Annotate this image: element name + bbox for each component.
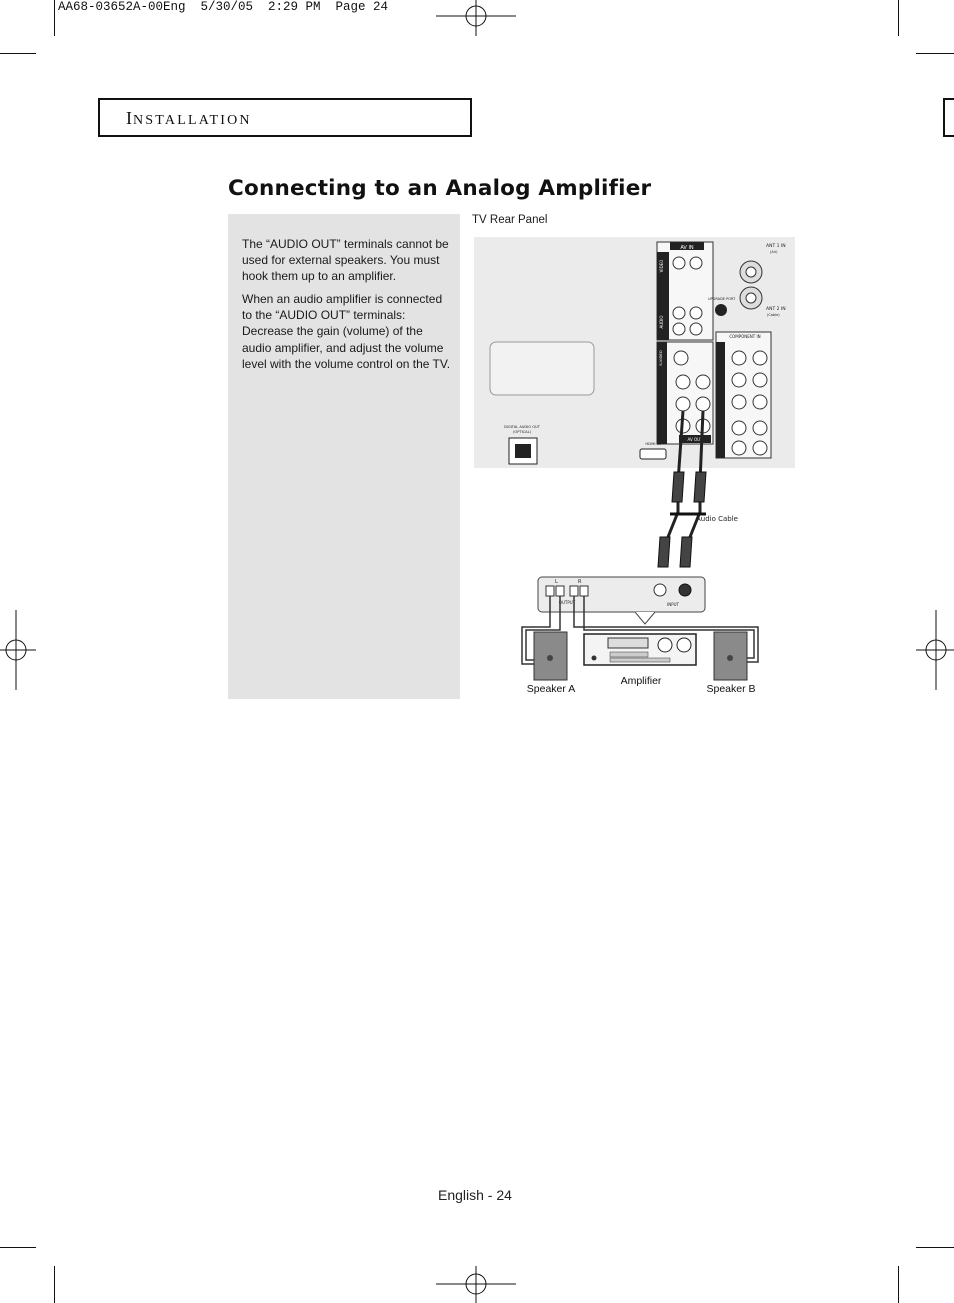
input-label: INPUT bbox=[667, 602, 679, 607]
cable-plug-right-bottom bbox=[680, 537, 692, 567]
av-jack bbox=[696, 375, 710, 389]
speaker-b-cone bbox=[727, 655, 733, 661]
note-panel bbox=[228, 214, 460, 699]
figure-caption: TV Rear Panel bbox=[472, 214, 548, 226]
upgrade-port-label: UPGRADE PORT bbox=[708, 297, 736, 301]
svideo-label: S-VIDEO bbox=[658, 350, 663, 366]
optical-port-core bbox=[515, 444, 531, 458]
amplifier-button-row bbox=[610, 658, 670, 662]
av-in-jack bbox=[673, 257, 685, 269]
digital-audio-sub-label: (OPTICAL) bbox=[512, 430, 532, 434]
digital-audio-label: DIGITAL AUDIO OUT bbox=[504, 425, 540, 429]
crop-mark bbox=[0, 1247, 36, 1248]
callout-pointer bbox=[635, 612, 655, 624]
av-in-jack bbox=[690, 307, 702, 319]
av-in-jack bbox=[690, 323, 702, 335]
amplifier-button-row bbox=[610, 652, 648, 657]
note-paragraph-2: When an audio amplifier is connected to the “AUDIO OUT” terminals: Decrease the gain (volume) of the audio amplifier, and adjust the volume level with the volume control on the TV. bbox=[242, 292, 451, 371]
component-jack bbox=[753, 351, 767, 365]
speaker-a-label: Speaker A bbox=[526, 683, 576, 695]
component-jack bbox=[753, 421, 767, 435]
amplifier-display bbox=[608, 638, 648, 648]
crop-mark bbox=[898, 0, 899, 36]
speaker-terminal bbox=[570, 586, 578, 596]
page-number: English - 24 bbox=[438, 1187, 512, 1203]
upgrade-port bbox=[715, 304, 727, 316]
av-in-jack bbox=[673, 307, 685, 319]
registration-mark-right bbox=[916, 610, 954, 690]
speaker-terminal bbox=[580, 586, 588, 596]
speaker-terminal bbox=[556, 586, 564, 596]
cable-plug-left bbox=[672, 472, 684, 502]
av-in-jack bbox=[673, 323, 685, 335]
amplifier-knob bbox=[677, 638, 691, 652]
output-label: OUTPUT bbox=[558, 600, 576, 605]
amplifier-knob bbox=[658, 638, 672, 652]
component-jack bbox=[753, 441, 767, 455]
component-in-label: COMPONENT IN bbox=[729, 334, 761, 339]
ant2-connector-core bbox=[746, 293, 756, 303]
output-right-label: R bbox=[578, 579, 582, 585]
hdmi-port bbox=[640, 449, 666, 459]
ant1-sub-label: (Air) bbox=[770, 250, 778, 254]
crop-mark bbox=[0, 53, 36, 54]
component-jack bbox=[732, 441, 746, 455]
hdmi-label: HDMI IN bbox=[645, 441, 661, 446]
section-label bbox=[126, 108, 252, 129]
chapter-tab-mark bbox=[943, 98, 954, 137]
av-out-label: AV OUT bbox=[687, 437, 703, 442]
component-side-strip bbox=[716, 342, 725, 458]
component-jack bbox=[732, 395, 746, 409]
print-slug: AA68-03652A-00Eng 5/30/05 2:29 PM Page 24 bbox=[58, 0, 389, 14]
note-paragraph-1: The “AUDIO OUT” terminals cannot be used for external speakers. You must hook them up to an amplifier. bbox=[242, 237, 449, 284]
component-jack bbox=[753, 395, 767, 409]
registration-mark-bottom bbox=[436, 1266, 516, 1303]
speaker-a-cone bbox=[547, 655, 553, 661]
crop-mark bbox=[916, 1247, 954, 1248]
registration-mark-top bbox=[436, 0, 516, 36]
ant2-sub-label: (Cable) bbox=[767, 313, 780, 317]
panel-recess bbox=[490, 342, 594, 395]
crop-mark bbox=[916, 53, 954, 54]
svideo-jack bbox=[674, 351, 688, 365]
component-jack bbox=[732, 351, 746, 365]
crop-mark bbox=[898, 1266, 899, 1303]
component-jack bbox=[732, 421, 746, 435]
ant1-label: ANT 1 IN bbox=[766, 244, 786, 249]
connection-diagram bbox=[470, 232, 800, 702]
registration-mark-left bbox=[0, 610, 36, 690]
amplifier-power-button bbox=[592, 656, 597, 661]
av-jack bbox=[676, 375, 690, 389]
crop-mark bbox=[54, 1266, 55, 1303]
cable-plug-right bbox=[694, 472, 706, 502]
av-in-jack bbox=[690, 257, 702, 269]
av-in-audio-label: AUDIO bbox=[659, 315, 664, 329]
audio-cable-label: Audio Cable bbox=[696, 515, 738, 523]
ant2-label: ANT 2 IN bbox=[766, 307, 786, 312]
amplifier-input-jack-right bbox=[679, 584, 691, 596]
ant1-connector-core bbox=[746, 267, 756, 277]
speaker-b-label: Speaker B bbox=[706, 683, 756, 695]
av-in-label: AV IN bbox=[680, 245, 694, 251]
audio-out-jack-left bbox=[676, 397, 690, 411]
section-label-initial: I bbox=[126, 108, 133, 128]
av-in-video-label: VIDEO bbox=[659, 259, 664, 273]
output-left-label: L bbox=[555, 579, 558, 585]
page-title: Connecting to an Analog Amplifier bbox=[228, 176, 652, 201]
component-jack bbox=[753, 373, 767, 387]
section-label-rest: NSTALLATION bbox=[133, 113, 252, 128]
speaker-terminal bbox=[546, 586, 554, 596]
amplifier-input-jack-left bbox=[654, 584, 666, 596]
crop-mark bbox=[54, 0, 55, 36]
amplifier-label: Amplifier bbox=[620, 675, 662, 687]
cable-plug-left-bottom bbox=[658, 537, 670, 567]
component-jack bbox=[732, 373, 746, 387]
audio-out-jack-right bbox=[696, 397, 710, 411]
